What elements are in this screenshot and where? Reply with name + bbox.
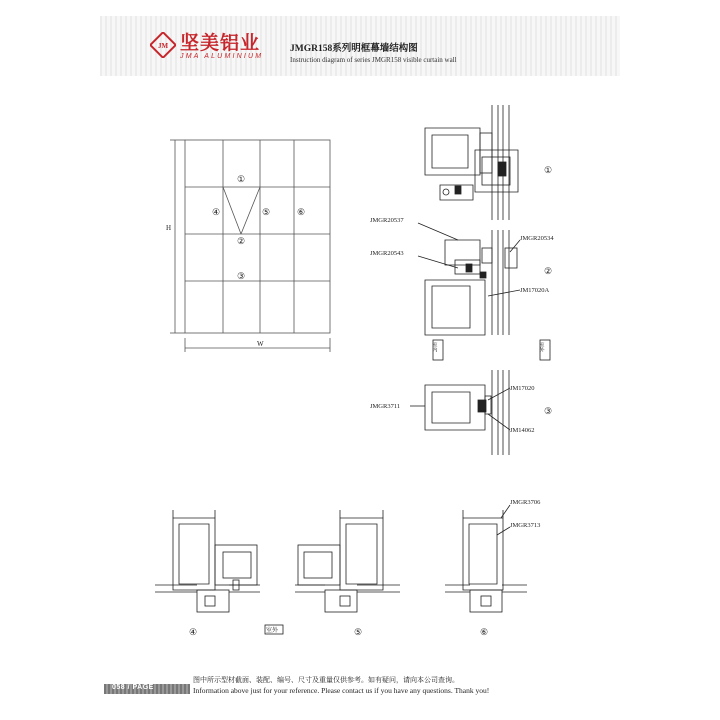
section-5-marker: ⑤	[354, 627, 363, 637]
brand-name-en: JMA ALUMINIUM	[180, 53, 264, 60]
marker-3: ③	[237, 271, 246, 281]
svg-text:JM: JM	[157, 42, 169, 50]
label-jmgr3713: JMGR3713	[510, 522, 541, 529]
label-jmgr20543: JMGR20543	[370, 250, 404, 257]
height-label: H	[166, 224, 172, 232]
marker-1: ①	[237, 174, 246, 184]
label-jmgr20537: JMGR20537	[370, 217, 404, 224]
section-2-frame	[425, 280, 485, 335]
marker-4: ④	[212, 207, 221, 217]
label-jmgr20534: JMGR20534	[520, 235, 554, 242]
page-title: JMGR158系列明框幕墙结构图	[290, 44, 418, 54]
page-number: 058 / PAGE	[112, 684, 154, 691]
section-4-marker: ④	[189, 627, 198, 637]
label-jm17020: JM17020	[510, 385, 535, 392]
label-jmgr3711: JMGR3711	[370, 403, 401, 410]
logo-icon	[150, 32, 176, 58]
section-1-marker: ①	[544, 165, 553, 175]
section-1-vent	[475, 150, 518, 192]
width-label: W	[257, 340, 264, 348]
section-6-marker: ⑥	[480, 627, 489, 637]
section-5-mullion	[340, 518, 383, 590]
section-2-marker: ②	[544, 266, 553, 276]
marker-5: ⑤	[262, 207, 271, 217]
label-indoor: 室内	[431, 342, 437, 352]
section-4-outdoor-label: 室外	[266, 628, 279, 634]
label-jm14062: JM14062	[510, 427, 535, 434]
marker-6: ⑥	[297, 207, 306, 217]
horizontal-section-drawing	[145, 490, 545, 650]
vertical-section-drawing	[370, 100, 590, 460]
footer-note-en: Information above just for your reference. Please contact us if you have any questions. Thank you!	[193, 686, 490, 695]
label-outdoor: 室外	[538, 342, 544, 352]
marker-2: ②	[237, 236, 246, 246]
label-jm17020a: JM17020A	[520, 287, 550, 294]
elevation-frame	[185, 140, 330, 333]
page-subtitle: Instruction diagram of series JMGR158 visible curtain wall	[290, 56, 457, 64]
brand-name-cn: 坚美铝业	[180, 32, 261, 54]
elevation-drawing	[160, 130, 340, 360]
label-jmgr3706: JMGR3706	[510, 499, 541, 506]
footer-note-cn: 图中所示型材截面、装配、编号、尺寸及重量仅供参考。如有疑问，请向本公司查询。	[193, 676, 459, 684]
section-3-marker: ③	[544, 406, 553, 416]
